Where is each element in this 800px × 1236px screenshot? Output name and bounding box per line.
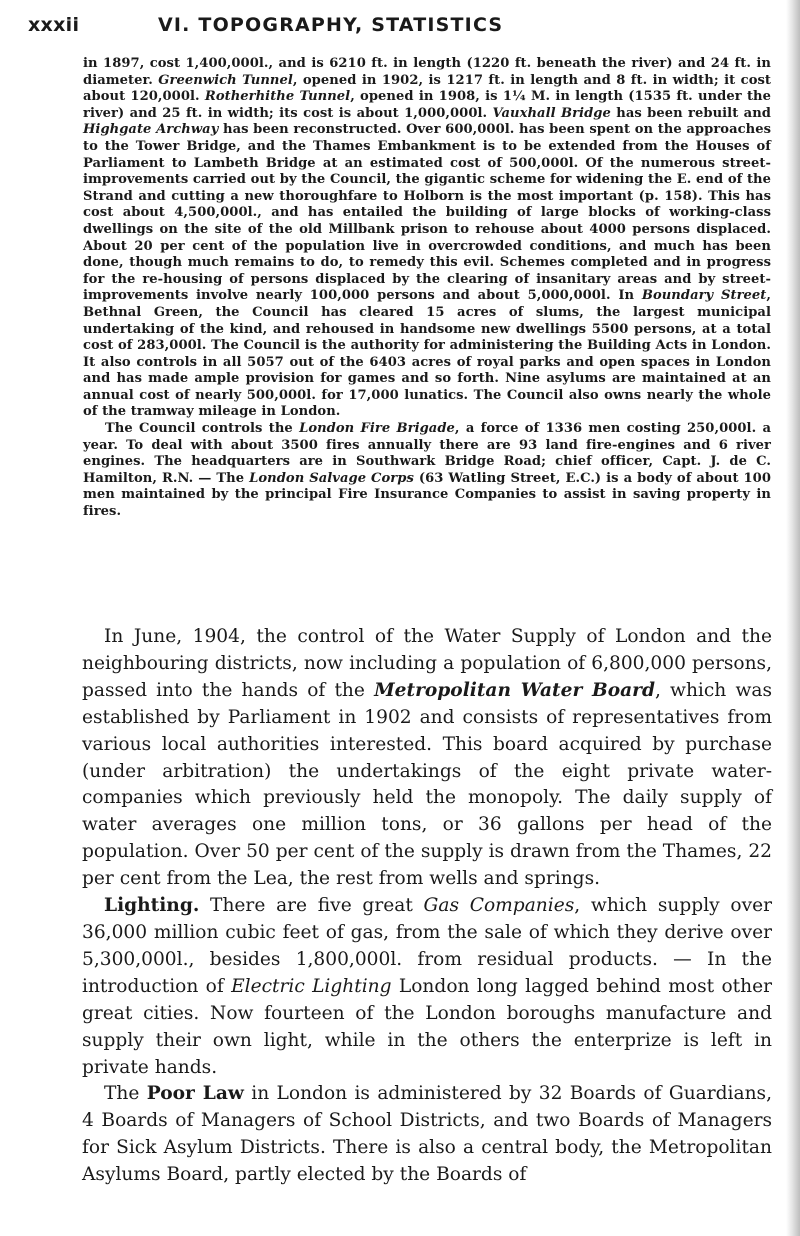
- text-run: in 1897, cost 1,400,000l., and is 6210 ft. in length (1220 ft. beneath the river) and 24 ft. in diameter.: [83, 56, 771, 88]
- italic-term: Vauxhall Bridge: [492, 105, 611, 121]
- text-run: The Council controls the: [105, 421, 300, 437]
- text-run: London long lagged behind most other great cities. Now fourteen of the London boroughs manufacture and supply their own light, while in the others the enterprize is left in private hands.: [82, 975, 772, 1078]
- bold-heading: Lighting.: [104, 895, 200, 917]
- italic-term: Rotherhithe Tunnel: [204, 89, 351, 105]
- text-run: , Bethnal Green, the Council has cleared 15 acres of slums, the largest municipal undertaking of the kind, and rehoused in handsome new dwellings 5500 persons, at a total cost of 283,000l. The Council is the authority for administering the Building Acts in London. It also controls in all 5057 out of the 6403 acres of royal parks and open spaces in London and has made ample provision for games and so forth. Nine asylums are maintained at an annual cost of nearly 500,000l. for 17,000 lunatics. The Council also owns nearly the whole of the tramway mileage in London.: [83, 288, 771, 420]
- page-number: xxxii: [28, 14, 80, 36]
- italic-term: Gas Companies: [423, 895, 575, 917]
- body-section: [82, 624, 772, 1189]
- paragraph-poor-law: [82, 1081, 772, 1189]
- text-run: has been rebuilt and: [610, 105, 771, 121]
- italic-term: Highgate Archway: [83, 122, 219, 138]
- paragraph-tunnels-and-improvements: [83, 56, 771, 421]
- text-run: in London is administered by 32 Boards of Guardians, 4 Boards of Managers of School Districts, and two Boards of Managers for Sick Asylum Districts. There is also a central body, the Metropolitan Asylums Board, partly elected by the Boards of: [82, 1083, 773, 1186]
- running-header: [28, 14, 770, 44]
- text-run: , which supply over 36,000 million cubic feet of gas, from the sale of which they derive over 5,300,000l., besides 1,800,000l. from residual products. — In the introduction of: [82, 895, 772, 997]
- text-run: There are five great: [199, 895, 424, 917]
- text-run: has been reconstructed. Over 600,000l. has been spent on the approaches to the Tower Bridge, and the Thames Embankment is to be extended from the Houses of Parliament to Lambeth Bridge at an estimated cost of 500,000l. Of the numerous street-improvements carried out by the Council, the gigantic scheme for widening the E. end of the Strand and cutting a new thoroughfare to Holborn is the most important (p. 158). This has cost about 4,500,000l., and has entailed the building of large blocks of working-class dwellings on the site of the old Millbank prison to rehouse about 4000 persons displaced. About 20 per cent of the population live in overcrowded conditions, and much has been done, though much remains to do, to remedy this evil. Schemes completed and in progress for the re-housing of persons displaced by the clearing of insanitary areas and by street-improvements involve nearly 100,000 persons and about 5,000,000l. In: [83, 122, 771, 304]
- text-run: , opened in 1902, is 1217 ft. in length and 8 ft. in width; it cost about 120,000l.: [83, 72, 771, 105]
- italic-term: Electric Lighting: [231, 975, 392, 997]
- italic-term: Boundary Street: [641, 288, 767, 304]
- italic-term: Greenwich Tunnel: [158, 72, 293, 88]
- small-print-section: [83, 56, 771, 521]
- text-run: , a force of 1336 men costing 250,000l. a year. To deal with about 3500 fires annually there are 93 land fire-engines and 6 river engines. The headquarters are in Southwark Bridge Road; chief officer, Capt. J. de C. Hamilton, R.N. — The: [83, 421, 772, 486]
- text-run: The: [104, 1083, 147, 1105]
- paragraph-lighting: [82, 893, 772, 1081]
- italic-term: Metropolitan Water Board: [374, 679, 655, 701]
- text-run: , opened in 1908, is 1¼ M. in length (1535 ft. under the river) and 25 ft. in width; its cost is about 1,000,000l.: [83, 89, 772, 121]
- italic-term: London Fire Brigade: [299, 421, 455, 437]
- page-edge-shadow: [786, 0, 800, 1236]
- italic-term: London Salvage Corps: [249, 470, 414, 486]
- paragraph-water-supply: [82, 624, 772, 893]
- text-run: In June, 1904, the control of the Water Supply of London and the neighbouring districts, now including a population of 6,800,000 persons, passed into the hands of the: [82, 626, 772, 701]
- text-run: , which was established by Parliament in 1902 and consists of representatives from various local authorities interested. This board acquired by purchase (under arbitration) the undertakings of the eight private water-companies which previously held the monopoly. The daily supply of water averages one million tons, or 36 gallons per head of the population. Over 50 per cent of the supply is drawn from the Thames, 22 per cent from the Lea, the rest from wells and springs.: [82, 679, 772, 890]
- paragraph-fire-brigade: [83, 421, 771, 521]
- bold-heading: Poor Law: [146, 1083, 244, 1105]
- text-run: (63 Watling Street, E.C.) is a body of about 100 men maintained by the principal Fire Insurance Companies to assist in saving property in fires.: [83, 470, 772, 520]
- running-title: VI. TOPOGRAPHY, STATISTICS: [158, 14, 504, 36]
